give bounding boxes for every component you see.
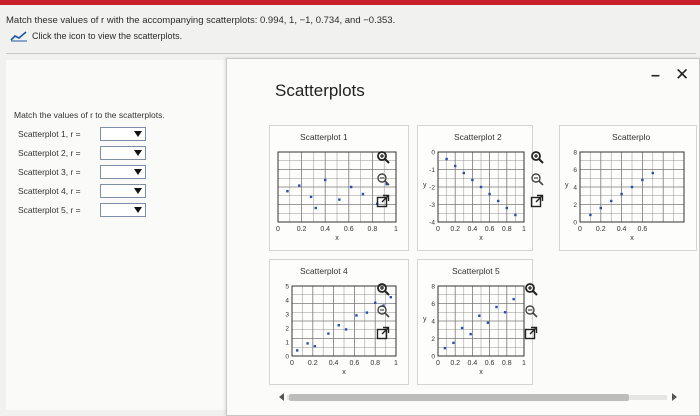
zoom-out-icon[interactable]: [523, 303, 539, 319]
match-row-label: Scatterplot 2, r =: [18, 148, 81, 158]
x-tick-label: 0: [578, 226, 582, 233]
r-select-3[interactable]: [100, 165, 146, 179]
y-tick-label: 2: [285, 325, 289, 333]
zoom-out-icon[interactable]: [529, 171, 545, 187]
x-tick-label: 1: [394, 226, 398, 233]
popout-icon[interactable]: [523, 325, 539, 341]
y-tick-label: 1: [285, 339, 289, 347]
scatterplot-title: Scatterplot 5: [452, 266, 500, 276]
scatter-point: [600, 207, 602, 209]
y-tick-label: 4: [285, 297, 289, 305]
scatter-point: [286, 190, 288, 192]
plot-5-tools: [523, 281, 539, 341]
dropdown-arrow-icon: [134, 207, 142, 213]
x-tick-label: 0.4: [320, 226, 331, 233]
y-tick-label: 2: [573, 202, 577, 209]
x-tick-label: 0.2: [595, 226, 606, 233]
scatter-point: [461, 327, 463, 329]
chart-icon[interactable]: [10, 30, 28, 42]
scrollbar-thumb[interactable]: [289, 394, 629, 401]
match-row: [14, 165, 146, 179]
x-tick-label: 0.2: [307, 360, 318, 367]
scatter-point: [514, 214, 516, 216]
plot-1-tools: [375, 149, 391, 209]
scatter-point: [345, 328, 347, 330]
scatter-point: [487, 322, 489, 324]
x-tick-label: 0.8: [501, 226, 512, 233]
popout-icon[interactable]: [375, 325, 391, 341]
y-tick-label: -2: [429, 184, 435, 192]
x-tick-label: 0.6: [343, 226, 354, 233]
scatter-point: [338, 324, 340, 326]
match-row-label: Scatterplot 1, r =: [18, 129, 81, 139]
hint-text: Click the icon to view the scatterplots.: [32, 31, 183, 41]
y-axis-label: y: [423, 316, 427, 323]
scatter-point: [620, 193, 622, 195]
scatter-point: [478, 315, 480, 317]
scatter-point: [355, 314, 357, 316]
scatter-point: [306, 342, 308, 344]
scatterplot-panel-3: [559, 125, 697, 251]
x-tick-label: 0.4: [616, 226, 627, 233]
x-tick-label: 0: [436, 226, 440, 233]
y-axis-label: y: [565, 182, 569, 189]
x-tick-label: 0.8: [501, 360, 512, 367]
dropdown-arrow-icon: [134, 188, 142, 194]
scatter-point: [480, 186, 482, 188]
x-tick-label: 1: [522, 360, 526, 367]
scatter-point: [488, 193, 490, 195]
x-tick-label: 0.4: [467, 226, 478, 233]
zoom-in-icon[interactable]: [529, 149, 545, 165]
scatter-point: [362, 193, 364, 195]
y-tick-label: 8: [431, 283, 435, 291]
x-axis-label: x: [479, 369, 483, 376]
plot-2-tools: [529, 149, 545, 209]
y-tick-label: 6: [431, 301, 435, 308]
scatter-point: [469, 333, 471, 335]
x-tick-label: 0.6: [484, 360, 495, 367]
r-select-2[interactable]: [100, 146, 146, 160]
dropdown-arrow-icon: [134, 169, 142, 175]
scatter-point: [495, 306, 497, 308]
zoom-in-icon[interactable]: [375, 281, 391, 297]
x-axis-label: x: [342, 369, 346, 376]
scatterplot-panel-5: [417, 259, 533, 385]
scatter-point: [324, 179, 326, 181]
scroll-right-arrow-icon[interactable]: [672, 393, 677, 401]
x-tick-label: 0.8: [367, 226, 378, 233]
scatterplot-title: Scatterplot 4: [300, 266, 348, 276]
y-tick-label: 4: [573, 184, 577, 192]
scatter-point: [298, 184, 300, 186]
x-tick-label: 0.6: [637, 226, 648, 233]
match-row-label: Scatterplot 3, r =: [18, 167, 81, 177]
zoom-out-icon[interactable]: [375, 171, 391, 187]
scatter-point: [610, 200, 612, 202]
y-axis-label: y: [423, 182, 427, 189]
plot-4-tools: [375, 281, 391, 341]
y-tick-label: 0: [573, 219, 577, 227]
scatterplots-window: [226, 58, 700, 416]
question-text: Match these values of r with the accompanying scatterplots: 0.994, 1, −1, 0.734, and −0.353.: [6, 15, 396, 26]
match-row: [14, 203, 146, 217]
scatter-point: [506, 207, 508, 209]
x-tick-label: 0.6: [349, 360, 360, 367]
x-tick-label: 0.6: [484, 226, 495, 233]
divider: [6, 53, 696, 54]
scatterplot-title: Scatterplo: [612, 132, 651, 142]
scatter-point: [589, 214, 591, 216]
match-row-label: Scatterplot 5, r =: [18, 205, 81, 215]
popout-icon[interactable]: [529, 193, 545, 209]
match-row-label: Scatterplot 4, r =: [18, 186, 81, 196]
r-select-5[interactable]: [100, 203, 146, 217]
zoom-in-icon[interactable]: [523, 281, 539, 297]
x-axis-label: x: [630, 235, 634, 242]
match-instruction: Match the values of r to the scatterplots.: [14, 110, 165, 120]
x-tick-label: 1: [522, 226, 526, 233]
x-tick-label: 0.4: [467, 360, 478, 367]
y-tick-label: 0: [431, 353, 435, 361]
view-scatterplots-link[interactable]: [10, 30, 182, 42]
y-tick-label: -4: [429, 219, 435, 227]
scatter-point: [512, 298, 514, 300]
scatter-point: [641, 179, 643, 181]
y-tick-label: 8: [573, 149, 577, 157]
scatter-point: [452, 342, 454, 344]
dropdown-arrow-icon: [134, 150, 142, 156]
top-accent-bar: [0, 0, 700, 5]
y-tick-label: 0: [285, 353, 289, 361]
scatter-point: [631, 186, 633, 188]
scatterplot-panel-2: [417, 125, 533, 251]
zoom-in-icon[interactable]: [375, 149, 391, 165]
y-tick-label: -1: [429, 167, 435, 174]
x-tick-label: 0.4: [328, 360, 339, 367]
scatter-point: [454, 165, 456, 167]
x-tick-label: 1: [394, 360, 398, 367]
y-tick-label: -3: [429, 202, 435, 209]
scatter-point: [315, 207, 317, 209]
match-row: [14, 146, 146, 160]
x-tick-label: 0: [436, 360, 440, 367]
y-tick-label: 5: [285, 283, 289, 291]
horizontal-scrollbar[interactable]: [277, 392, 679, 402]
y-tick-label: 2: [431, 336, 435, 343]
popout-icon[interactable]: [375, 193, 391, 209]
scatterplot-2-chart: [420, 146, 532, 246]
scatter-point: [652, 172, 654, 174]
x-tick-label: 0.2: [296, 226, 307, 233]
scatter-point: [366, 311, 368, 313]
scroll-left-arrow-icon[interactable]: [279, 393, 284, 401]
scatter-point: [350, 186, 352, 188]
scatter-point: [504, 311, 506, 313]
scatterplot-3-chart: [562, 146, 692, 246]
y-tick-label: 6: [573, 167, 577, 174]
r-select-1[interactable]: [100, 127, 146, 141]
scatter-point: [338, 198, 340, 200]
scatter-point: [445, 158, 447, 160]
scatter-point: [296, 349, 298, 351]
x-tick-label: 0.8: [370, 360, 381, 367]
minimize-button[interactable]: –: [651, 67, 660, 84]
y-tick-label: 3: [285, 311, 289, 319]
scatterplot-title: Scatterplot 1: [300, 132, 348, 142]
scatter-point: [463, 172, 465, 174]
match-row: [14, 184, 146, 198]
x-axis-label: x: [479, 235, 483, 242]
x-tick-label: 0: [276, 226, 280, 233]
dropdown-arrow-icon: [134, 131, 142, 137]
scatter-point: [497, 200, 499, 202]
r-select-4[interactable]: [100, 184, 146, 198]
zoom-out-icon[interactable]: [375, 303, 391, 319]
window-title: Scatterplots: [275, 81, 365, 100]
scatter-point: [314, 345, 316, 347]
scatterplot-title: Scatterplot 2: [454, 132, 502, 142]
x-axis-label: x: [335, 235, 339, 242]
scatter-point: [471, 179, 473, 181]
close-button[interactable]: ✕: [675, 65, 690, 84]
scatterplot-5-chart: [420, 280, 532, 380]
scatter-point: [444, 347, 446, 349]
y-tick-label: 4: [431, 318, 435, 326]
scatter-point: [327, 332, 329, 334]
x-tick-label: 0: [290, 360, 294, 367]
x-tick-label: 0.2: [450, 226, 461, 233]
x-tick-label: 0.2: [450, 360, 461, 367]
match-row: [14, 127, 146, 141]
y-tick-label: 0: [431, 149, 435, 157]
scatter-point: [310, 196, 312, 198]
